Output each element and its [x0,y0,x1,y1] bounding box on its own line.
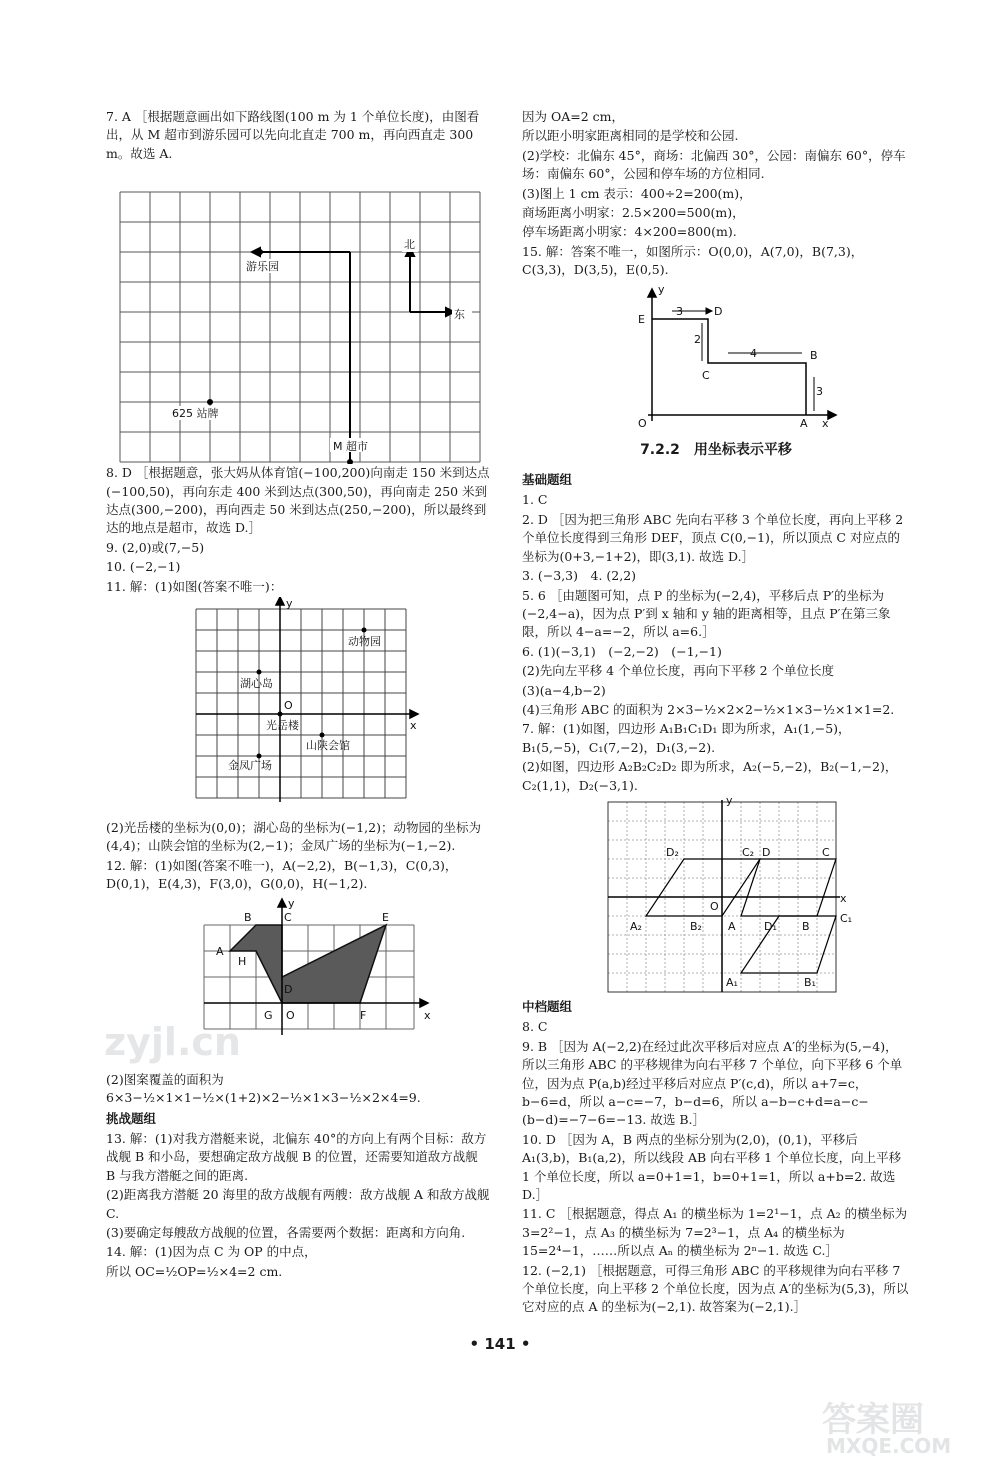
watermark-zyjl: zyjl.cn [104,1020,241,1064]
answer-14-cont-5: 商场距离小明家：2.5×200=500(m)， [522,205,745,221]
origin-label: O [286,1008,295,1022]
right-column [522,108,910,1318]
label-north: 北 [404,238,415,252]
label-zoo: 动物园 [348,635,381,649]
answer-14-cont-4: (3)图上 1 cm 表示：400÷2=200(m)， [522,185,752,201]
axis-y-label: y [658,282,665,296]
point-d-label: D [714,304,723,318]
answer-10: 10. (−2,−1) [106,559,181,575]
axis-x-label: x [410,719,417,733]
answer-13-part2: (2)距离我方潜艇 20 海里的敌方战舰有两艘：敌方战舰 A 和敌方战舰 C. [106,1187,490,1221]
point-e-label: E [382,910,389,924]
label-amusement-park: 游乐园 [246,260,279,274]
answer-14-part2: 所以 OC=½OP=½×4=2 cm. [106,1263,283,1279]
axis-y-label: y [286,597,293,611]
point-a2-label: A₂ [630,919,642,933]
basic-answer-6-part4: (4)三角形 ABC 的面积为 2×3−½×2×2−½×1×3−½×1×1=2. [522,701,895,717]
label-bus-stop: 625 站牌 [172,407,219,421]
point-d-label: D [284,982,293,996]
answer-13: 13. 解：(1)对我方潜艇来说，北偏东 40°的方向上有两个目标：敌方战舰 B 和小岛，要想确定敌方战舰 B 的位置，还需要知道敌方战舰 B 与我方潜艇之间的距离. [106,1130,487,1183]
answer-14-cont-1: 因为 OA=2 cm， [522,109,625,124]
left-column [106,108,490,1282]
basic-answer-6: 6. (1)(−3,1) (−2,−2) (−1,−1) [522,643,722,659]
medium-answer-9: 9. B ［因为 A(−2,2)在经过此次平移后对应点 A′的坐标为(5,−4)，所以三角形 ABC 的平移规律为向右平移 7 个单位，向下平移 6 个单位，因为点 P(a,b)经过平移后对应点 P′(c,d)，所以 a+7=c，b−6=d，所以 a−c=−7，b−d=6，所以 a−b−c+d=a−c−(b−d)=−7−6=−13. 故选 B.］ [522,1038,903,1128]
origin-label: O [710,899,719,913]
point-d-label: D [762,845,771,859]
answer-14-cont-6: 停车场距离小明家：4×200=800(m). [522,224,737,240]
axis-x-label: x [822,416,829,430]
basic-answer-2: 2. D ［因为把三角形 ABC 先向右平移 3 个单位长度，再向上平移 2 个单位长度得到三角形 DEF，顶点 C(0,−1)，所以顶点 C 对应点的坐标为(0+3,−1+2)，即(3,1). 故选 D.］ [522,511,904,564]
origin-label: O [284,699,293,713]
point-b-label: B [244,910,252,924]
axis-y-label: y [726,795,733,807]
point-c-label: C [284,910,292,924]
label-supermarket: M 超市 [333,440,368,454]
axis-x-label: x [424,1008,431,1022]
path-figure-15 [522,281,910,431]
basic-answer-1: 1. C [522,492,548,508]
point-f-label: F [360,1008,367,1022]
answer-12-part2: (2)图案覆盖的面积为 6×3−½×1×1−½×(1+2)×2−½×1×3−½×2×4=9. [106,1071,421,1106]
point-c2-label: C₂ [742,845,755,859]
label-lake-island: 湖心岛 [240,677,273,691]
label-square: 金凤广场 [228,759,272,773]
answer-15: 15. 解：答案不唯一，如图所示：O(0,0)，A(7,0)，B(7,3)，C(3,3)，D(3,5)，E(0,5). [522,243,864,278]
answer-14-cont-3: (2)学校：北偏东 45°，商场：北偏西 30°，公园：南偏东 60°，停车场：南偏东 60°，公园和停车场的方位相同. [522,147,906,182]
city-map-figure [106,597,490,819]
answer-13-part3: (3)要确定每艘敌方战舰的位置，各需要两个数据：距离和方向角. [106,1224,466,1240]
point-b-label: B [802,919,810,933]
point-b-label: B [810,348,818,362]
point-d2-label: D₂ [666,845,679,859]
medium-answer-12: 12. (−2,1) ［根据题意，可得三角形 ABC 的平移规律为向右平移 7 个单位长度，向上平移 2 个单位长度，因为点 A′的坐标为(5,3)，所以它对应的点 A 的坐标为(−2,1). 故答案为(−2,1).］ [522,1262,909,1315]
section-heading-basic: 基础题组 [522,472,573,488]
label-guild-hall: 山陕会馆 [306,739,350,753]
point-g-label: G [264,1008,273,1022]
section-title: 7.2.2 用坐标表示平移 [640,441,792,458]
basic-answer-6-part2: (2)先向左平移 4 个单位长度，再向下平移 2 个单位长度 [522,663,835,679]
label-east: 东 [454,308,465,322]
point-b1-label: B₁ [804,975,816,989]
medium-answer-8: 8. C [522,1019,548,1035]
answer-9: 9. (2,0)或(7,−5) [106,539,205,555]
point-c-label: C [702,368,710,382]
basic-answer-7-part2: (2)如图，四边形 A₂B₂C₂D₂ 即为所求，A₂(−5,−2)，B₂(−1,−2)，C₂(1,1)，D₂(−3,1). [522,759,898,793]
step-label-left-3: 3 [676,304,683,318]
axis-x-label: x [840,891,847,905]
label-tower: 光岳楼 [266,719,299,733]
watermark-mxqe: MXQE.COM [826,1434,952,1458]
axis-y-label: y [288,896,295,910]
point-e-label: E [638,312,645,326]
answer-12: 12. 解：(1)如图(答案不唯一)，A(−2,2)，B(−1,3)，C(0,3)，D(0,1)，E(4,3)，F(3,0)，G(0,0)，H(−1,2). [106,857,458,892]
point-a-label: A [216,944,224,958]
medium-answer-10: 10. D ［因为 A，B 两点的坐标分别为(2,0)，(0,1)，平移后 A₁(3,b)，B₁(a,2)，所以线段 AB 向右平移 1 个单位长度，向上平移 1 个单位长度，所以 a=0+1=1，b=0+1=1，所以 a+b=2. 故选 D.］ [522,1131,902,1203]
point-h-label: H [238,954,247,968]
step-label-down-2: 2 [694,332,701,346]
step-label-left-4: 4 [750,346,757,360]
page-number: • 141 • [469,1335,531,1353]
point-a-label: A [800,416,808,430]
point-a-label: A [728,919,736,933]
point-d1-label: D₁ [764,919,777,933]
point-a1-label: A₁ [726,975,738,989]
watermark-answer-circle: 答案圈 [822,1400,924,1440]
step-label-down-3: 3 [816,384,823,398]
route-map-figure [106,164,490,464]
basic-answer-3-4: 3. (−3,3) 4. (2,2) [522,568,637,584]
basic-answer-6-part3: (3)(a−4,b−2) [522,682,606,698]
answer-11-part2: (2)光岳楼的坐标为(0,0)；湖心岛的坐标为(−1,2)；动物园的坐标为(4,4)；山陕会馆的坐标为(2,−1)；金凤广场的坐标为(−1,−2). [106,820,481,854]
point-b2-label: B₂ [690,919,702,933]
answer-14: 14. 解：(1)因为点 C 为 OP 的中点， [106,1244,317,1260]
answer-14-cont-2: 所以距小明家距离相同的是学校和公园. [522,128,739,144]
point-c1-label: C₁ [840,911,853,925]
basic-answer-7: 7. 解：(1)如图，四边形 A₁B₁C₁D₁ 即为所求，A₁(1,−5)，B₁(5,−5)，C₁(7,−2)，D₁(3,−2). [522,721,851,755]
answer-8: 8. D ［根据题意，张大妈从体育馆(−100,200)向南走 150 米到达点(−100,50)，再向东走 400 米到达点(300,50)，再向南走 250 米到达点(300,−200)，再向西走 50 米到达点(250,−200)，所以最终到达的地点是超市，故选 D.］ [106,465,490,536]
basic-answer-5: 5. 6 ［由题图可知，点 P 的坐标为(−2,4)，平移后点 P′的坐标为(−2,4−a)，因为点 P′到 x 轴和 y 轴的距离相等，且点 P′在第三象限，所以 4−a=−2，所以 a=6.］ [522,587,891,640]
section-heading-medium: 中档题组 [522,998,573,1014]
answer-7: 7. A ［根据题意画出如下路线图(100 m 为 1 个单位长度)，由图看出，从 M 超市到游乐园可以先向北直走 700 m，再向西直走 300 m。故选 A. [106,109,480,161]
medium-answer-11: 11. C ［根据题意，得点 A₁ 的横坐标为 1=2¹−1，点 A₂ 的横坐标为 3=2²−1，点 A₃ 的横坐标为 7=2³−1，点 A₄ 的横坐标为 15=2⁴−1，……所以点 Aₙ 的横坐标为 2ⁿ−1. 故选 C.］ [522,1206,908,1259]
answer-11: 11. 解：(1)如图(答案不唯一)： [106,578,283,594]
section-heading-challenge: 挑战题组 [106,1110,157,1126]
point-c-label: C [822,845,830,859]
origin-label: O [638,416,647,430]
translation-grid-figure [522,796,910,996]
